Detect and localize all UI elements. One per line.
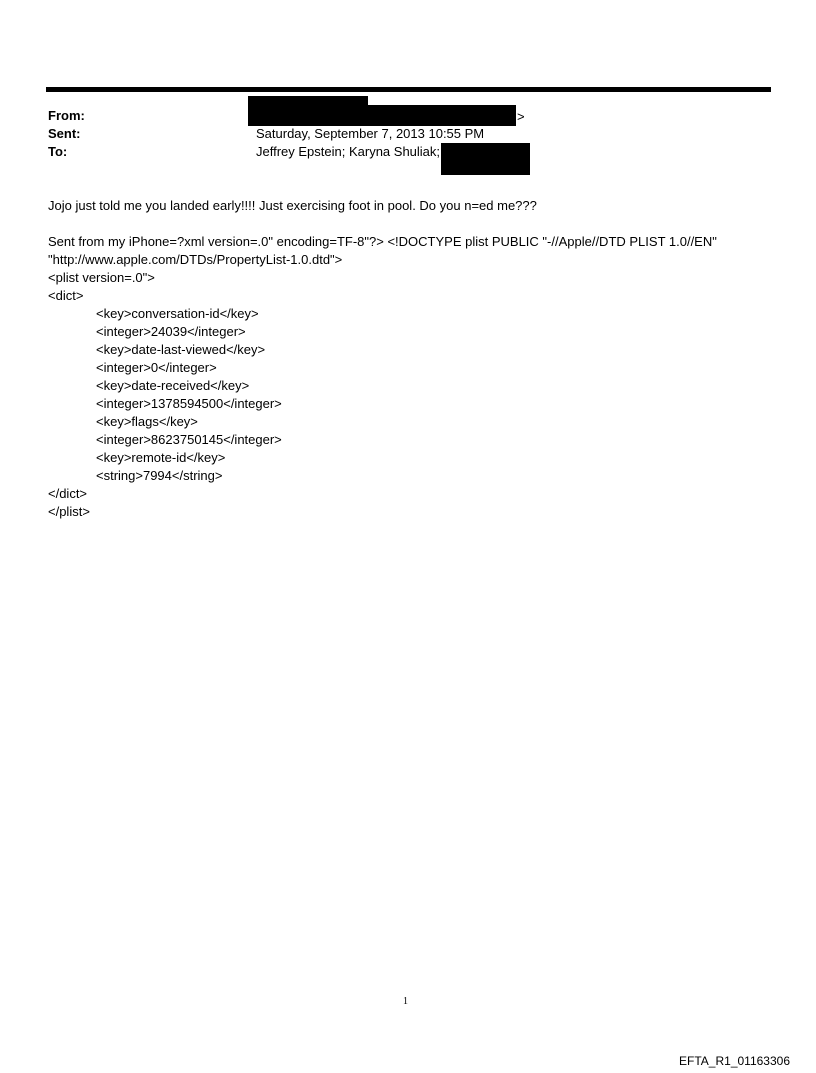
plist-line: <integer>8623750145</integer> (96, 432, 282, 447)
sent-value: Saturday, September 7, 2013 10:55 PM (256, 126, 485, 141)
redaction-box (248, 96, 368, 126)
plist-line: </dict> (48, 486, 88, 501)
from-label: From: (48, 108, 85, 123)
plist-line: <string>7994</string> (96, 468, 223, 483)
redaction-box (441, 143, 530, 175)
plist-line: <key>date-received</key> (96, 378, 250, 393)
bates-number: EFTA_R1_01163306 (679, 1054, 790, 1068)
to-value: Jeffrey Epstein; Karyna Shuliak; (256, 144, 441, 159)
page-number: 1 (403, 996, 408, 1007)
plist-line: Sent from my iPhone=?xml version=.0" encoding=TF-8"?> <!DOCTYPE plist PUBLIC "-//Apple//DTD PLIST 1.0//EN" (48, 234, 717, 249)
plist-line: <key>date-last-viewed</key> (96, 342, 266, 357)
to-label: To: (48, 144, 68, 159)
plist-line: </plist> (48, 504, 90, 519)
plist-line: <key>flags</key> (96, 414, 198, 429)
plist-line: <key>conversation-id</key> (96, 306, 259, 321)
plist-line: <integer>0</integer> (96, 360, 217, 375)
plist-line: <key>remote-id</key> (96, 450, 226, 465)
plist-line: <plist version=.0"> (48, 270, 155, 285)
message-text: Jojo just told me you landed early!!!! Just exercising foot in pool. Do you n=ed me??? (48, 198, 537, 213)
plist-line: <integer>1378594500</integer> (96, 396, 282, 411)
plist-line: <dict> (48, 288, 84, 303)
plist-line: "http://www.apple.com/DTDs/PropertyList-1.0.dtd"> (48, 252, 343, 267)
header-rule (46, 87, 771, 92)
plist-line: <integer>24039</integer> (96, 324, 246, 339)
sent-label: Sent: (48, 126, 81, 141)
redaction-box (368, 105, 516, 126)
from-suffix: > (517, 109, 525, 124)
